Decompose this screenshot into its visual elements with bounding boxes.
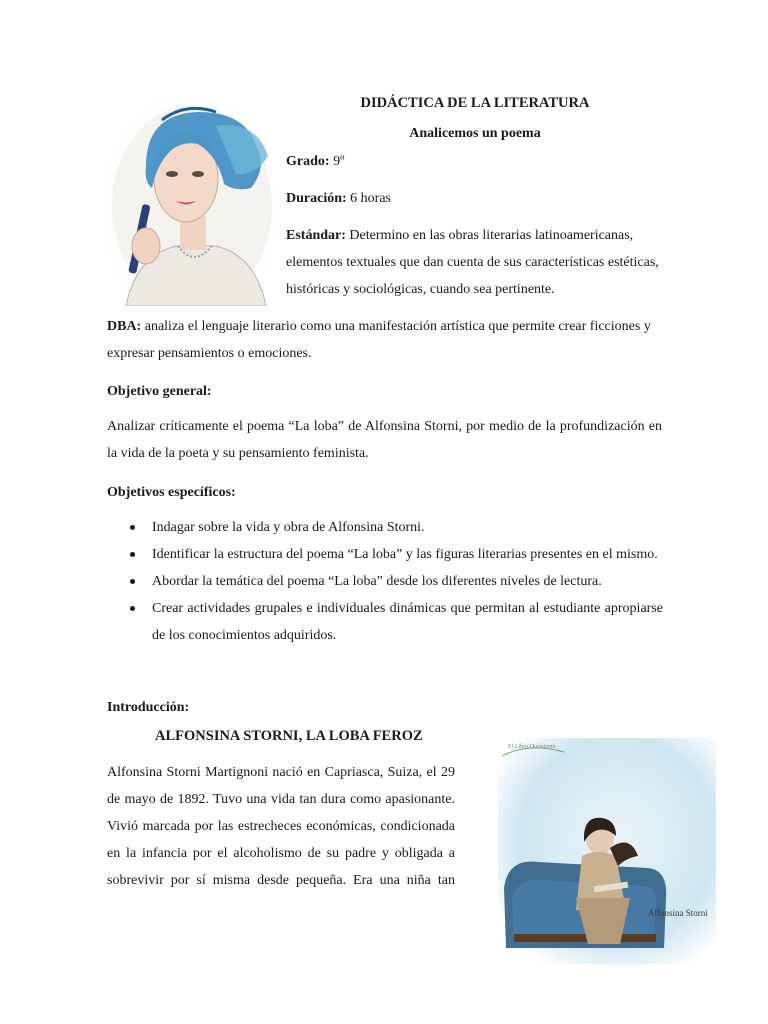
duracion-value: 6 horas: [350, 191, 391, 206]
introduccion-heading: Introducción:: [107, 700, 190, 715]
grado-label: Grado:: [286, 154, 330, 169]
photo-woman-reading-icon: [498, 738, 716, 964]
watercolor-portrait-icon: [106, 96, 274, 306]
document-subtitle: Analicemos un poema: [409, 126, 541, 141]
duracion-label: Duración:: [286, 191, 347, 206]
objetivo-general-heading: Objetivo general:: [107, 384, 212, 399]
estandar-value: Determino en las obras literarias latinoamericanas, elementos textuales que dan cuenta de sus características estéticas, históricas y sociológicas, cuando sea pertinente.: [286, 228, 659, 297]
grado-value: 9º: [333, 154, 345, 169]
list-item: Indagar sobre la vida y obra de Alfonsina Storni.: [107, 514, 663, 541]
list-item: Abordar la temática del poema “La loba” desde los diferentes niveles de lectura.: [107, 568, 663, 595]
dba-label: DBA:: [107, 319, 142, 334]
objetivos-especificos-heading: Objetivos específicos:: [107, 485, 236, 500]
portrait-illustration: [106, 96, 274, 306]
objetivos-especificos-list: [107, 514, 663, 649]
estandar-paragraph: [286, 222, 662, 303]
photo-caption: Alfonsina Storni: [648, 908, 708, 918]
grado-line: [286, 148, 666, 175]
biography-paragraph: Alfonsina Storni Martignoni nació en Capriasca, Suiza, el 29 de mayo de 1892. Tuvo una vida tan dura como apasionante. Vivió marcada por las estrecheces económicas, condicionada en la infancia por el alcoholismo de su padre y obligada a sobrevivir por sí misma desde pequeña. Era una niña tan: [107, 765, 455, 888]
duracion-line: [286, 185, 666, 212]
estandar-label: Estándar:: [286, 228, 346, 243]
document-title: DIDÁCTICA DE LA LITERATURA: [360, 95, 590, 111]
photo-logo-text: El Libro Durmiente: [508, 744, 556, 750]
objetivo-general-text: Analizar críticamente el poema “La loba” de Alfonsina Storni, por medio de la profundización en la vida de la poeta y su pensamiento feminista.: [107, 419, 662, 461]
section-title: ALFONSINA STORNI, LA LOBA FEROZ: [155, 728, 423, 744]
list-item: Crear actividades grupales e individuales dinámicas que permitan al estudiante apropiarse de los conocimientos adquiridos.: [107, 595, 663, 649]
storni-photo: [498, 738, 716, 964]
dba-paragraph: [107, 313, 663, 367]
list-item: Identificar la estructura del poema “La loba” y las figuras literarias presentes en el mismo.: [107, 541, 663, 568]
dba-text: analiza el lenguaje literario como una manifestación artística que permite crear ficciones y expresar pensamientos o emociones.: [107, 319, 651, 361]
